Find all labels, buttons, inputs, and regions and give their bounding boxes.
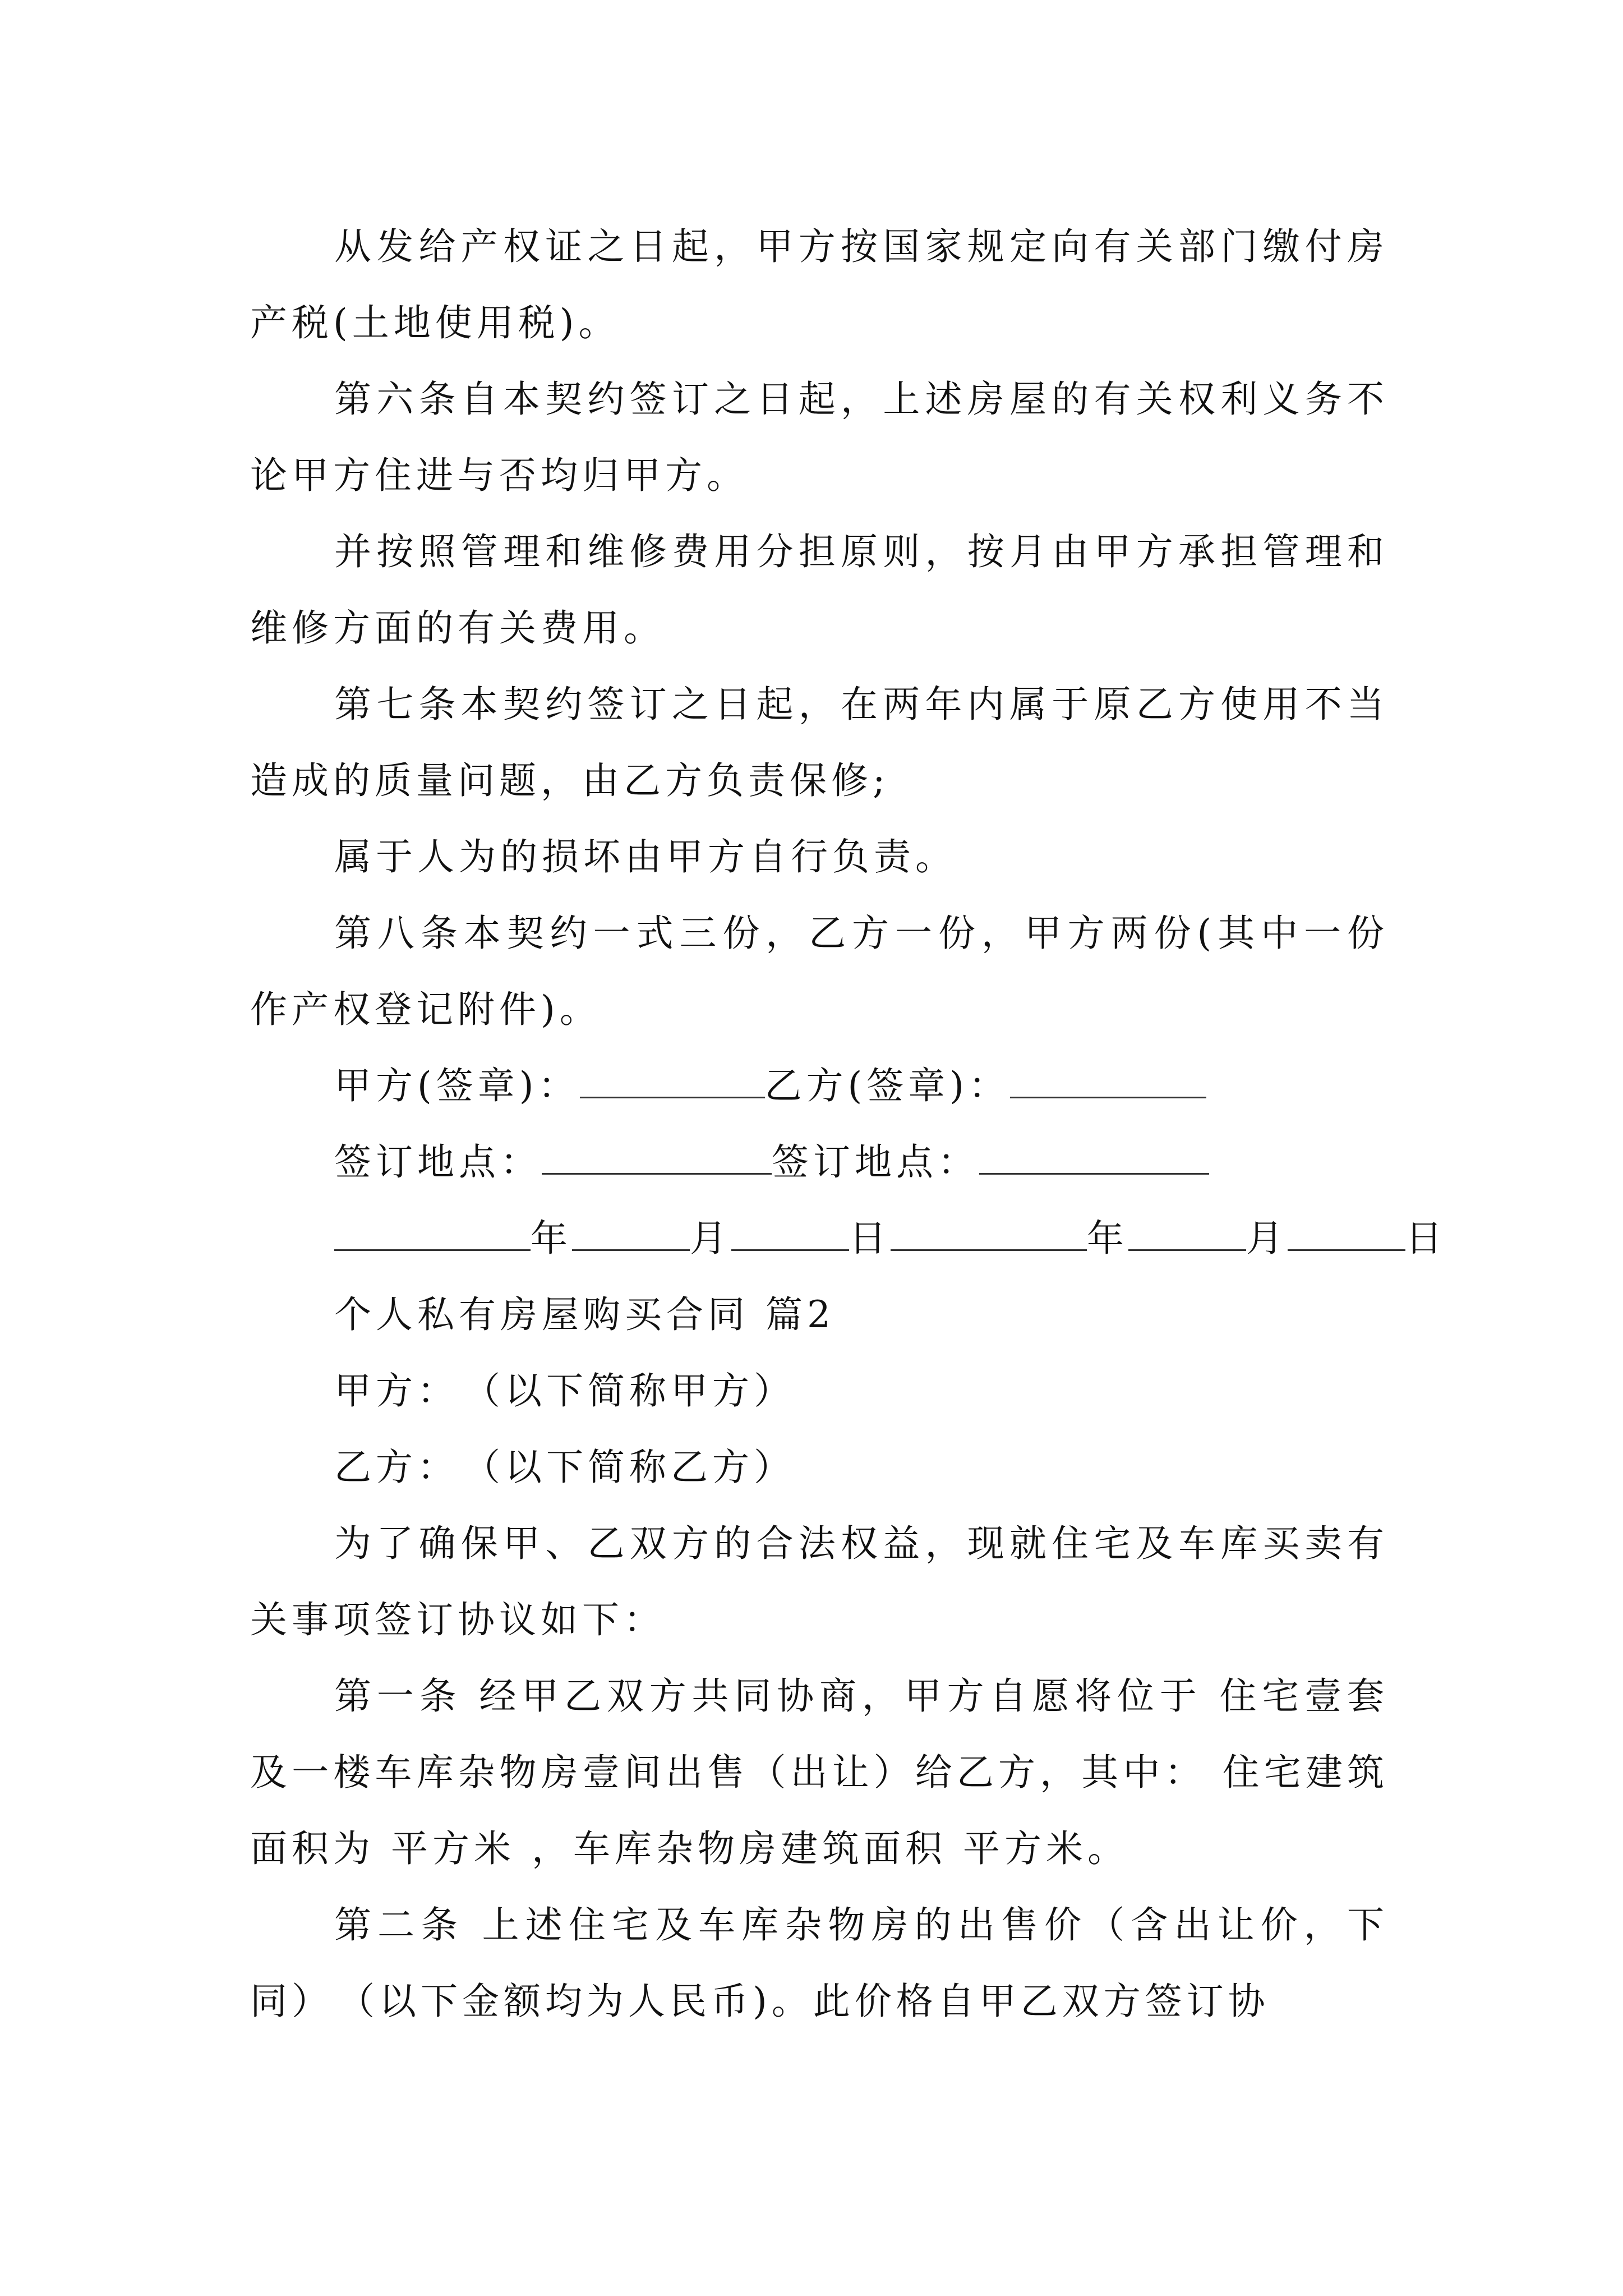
party-b-signature-label: 乙方(签章)： (764, 1064, 1010, 1107)
party-a-year-blank (334, 1213, 531, 1251)
year-label: 年 (1087, 1217, 1128, 1260)
party-a-signature-blank (580, 1061, 765, 1098)
paragraph-article-6: 第六条自本契约签订之日起，上述房屋的有关权利义务不论甲方住进与否均归甲方。 (250, 378, 1389, 497)
section-2-party-a: 甲方： （以下简称甲方） (334, 1369, 795, 1412)
paragraph-maintenance-fees: 并按照管理和维修费用分担原则，按月由甲方承担管理和维修方面的有关费用。 (250, 530, 1389, 650)
month-label: 月 (1246, 1217, 1288, 1260)
signing-date-line (250, 1200, 1447, 1277)
day-label: 日 (1405, 1217, 1447, 1260)
party-a-signature-label: 甲方(签章)： (334, 1064, 580, 1107)
paragraph-human-damage: 属于人为的损坏由甲方自行负责。 (334, 835, 957, 878)
section-2-article-2: 第二条 上述住宅及车库杂物房的出售价（含出让价，下同） （以下金额均为人民币)。此价格自甲乙双方签订协 (250, 1903, 1389, 2023)
party-a-month-blank (572, 1213, 690, 1251)
section-2-intro: 为了确保甲、乙双方的合法权益，现就住宅及车库买卖有关事项签订协议如下： (250, 1522, 1389, 1641)
document-body (250, 209, 1447, 2040)
year-label: 年 (531, 1217, 572, 1260)
party-b-place-label: 签订地点： (772, 1140, 979, 1184)
month-label: 月 (690, 1217, 731, 1260)
day-label: 日 (849, 1217, 891, 1260)
paragraph-article-7: 第七条本契约签订之日起，在两年内属于原乙方使用不当造成的质量问题，由乙方负责保修; (250, 683, 1389, 802)
paragraph-property-tax: 从发给产权证之日起，甲方按国家规定向有关部门缴付房产税(土地使用税)。 (250, 225, 1389, 344)
party-b-place-blank (979, 1137, 1209, 1175)
paragraph-article-8: 第八条本契约一式三份，乙方一份，甲方两份(其中一份作产权登记附件)。 (250, 912, 1389, 1031)
party-b-day-blank (1288, 1213, 1405, 1251)
party-a-place-label: 签订地点： (334, 1140, 542, 1184)
party-b-year-blank (891, 1213, 1087, 1251)
section-2-party-b: 乙方： （以下简称乙方） (334, 1446, 795, 1489)
party-a-place-blank (542, 1137, 772, 1175)
section-2-article-1: 第一条 经甲乙双方共同协商，甲方自愿将位于 住宅壹套及一楼车库杂物房壹间出售（出让）给乙方，其中： 住宅建筑面积为 平方米 ，车库杂物房建筑面积 平方米。 (250, 1674, 1389, 1870)
section-2-title: 个人私有房屋购买合同 篇2 (334, 1293, 835, 1336)
party-a-day-blank (731, 1213, 849, 1251)
signature-line (250, 1048, 1389, 1124)
party-b-signature-blank (1010, 1061, 1206, 1098)
signing-place-line (250, 1124, 1389, 1200)
party-b-month-blank (1128, 1213, 1246, 1251)
